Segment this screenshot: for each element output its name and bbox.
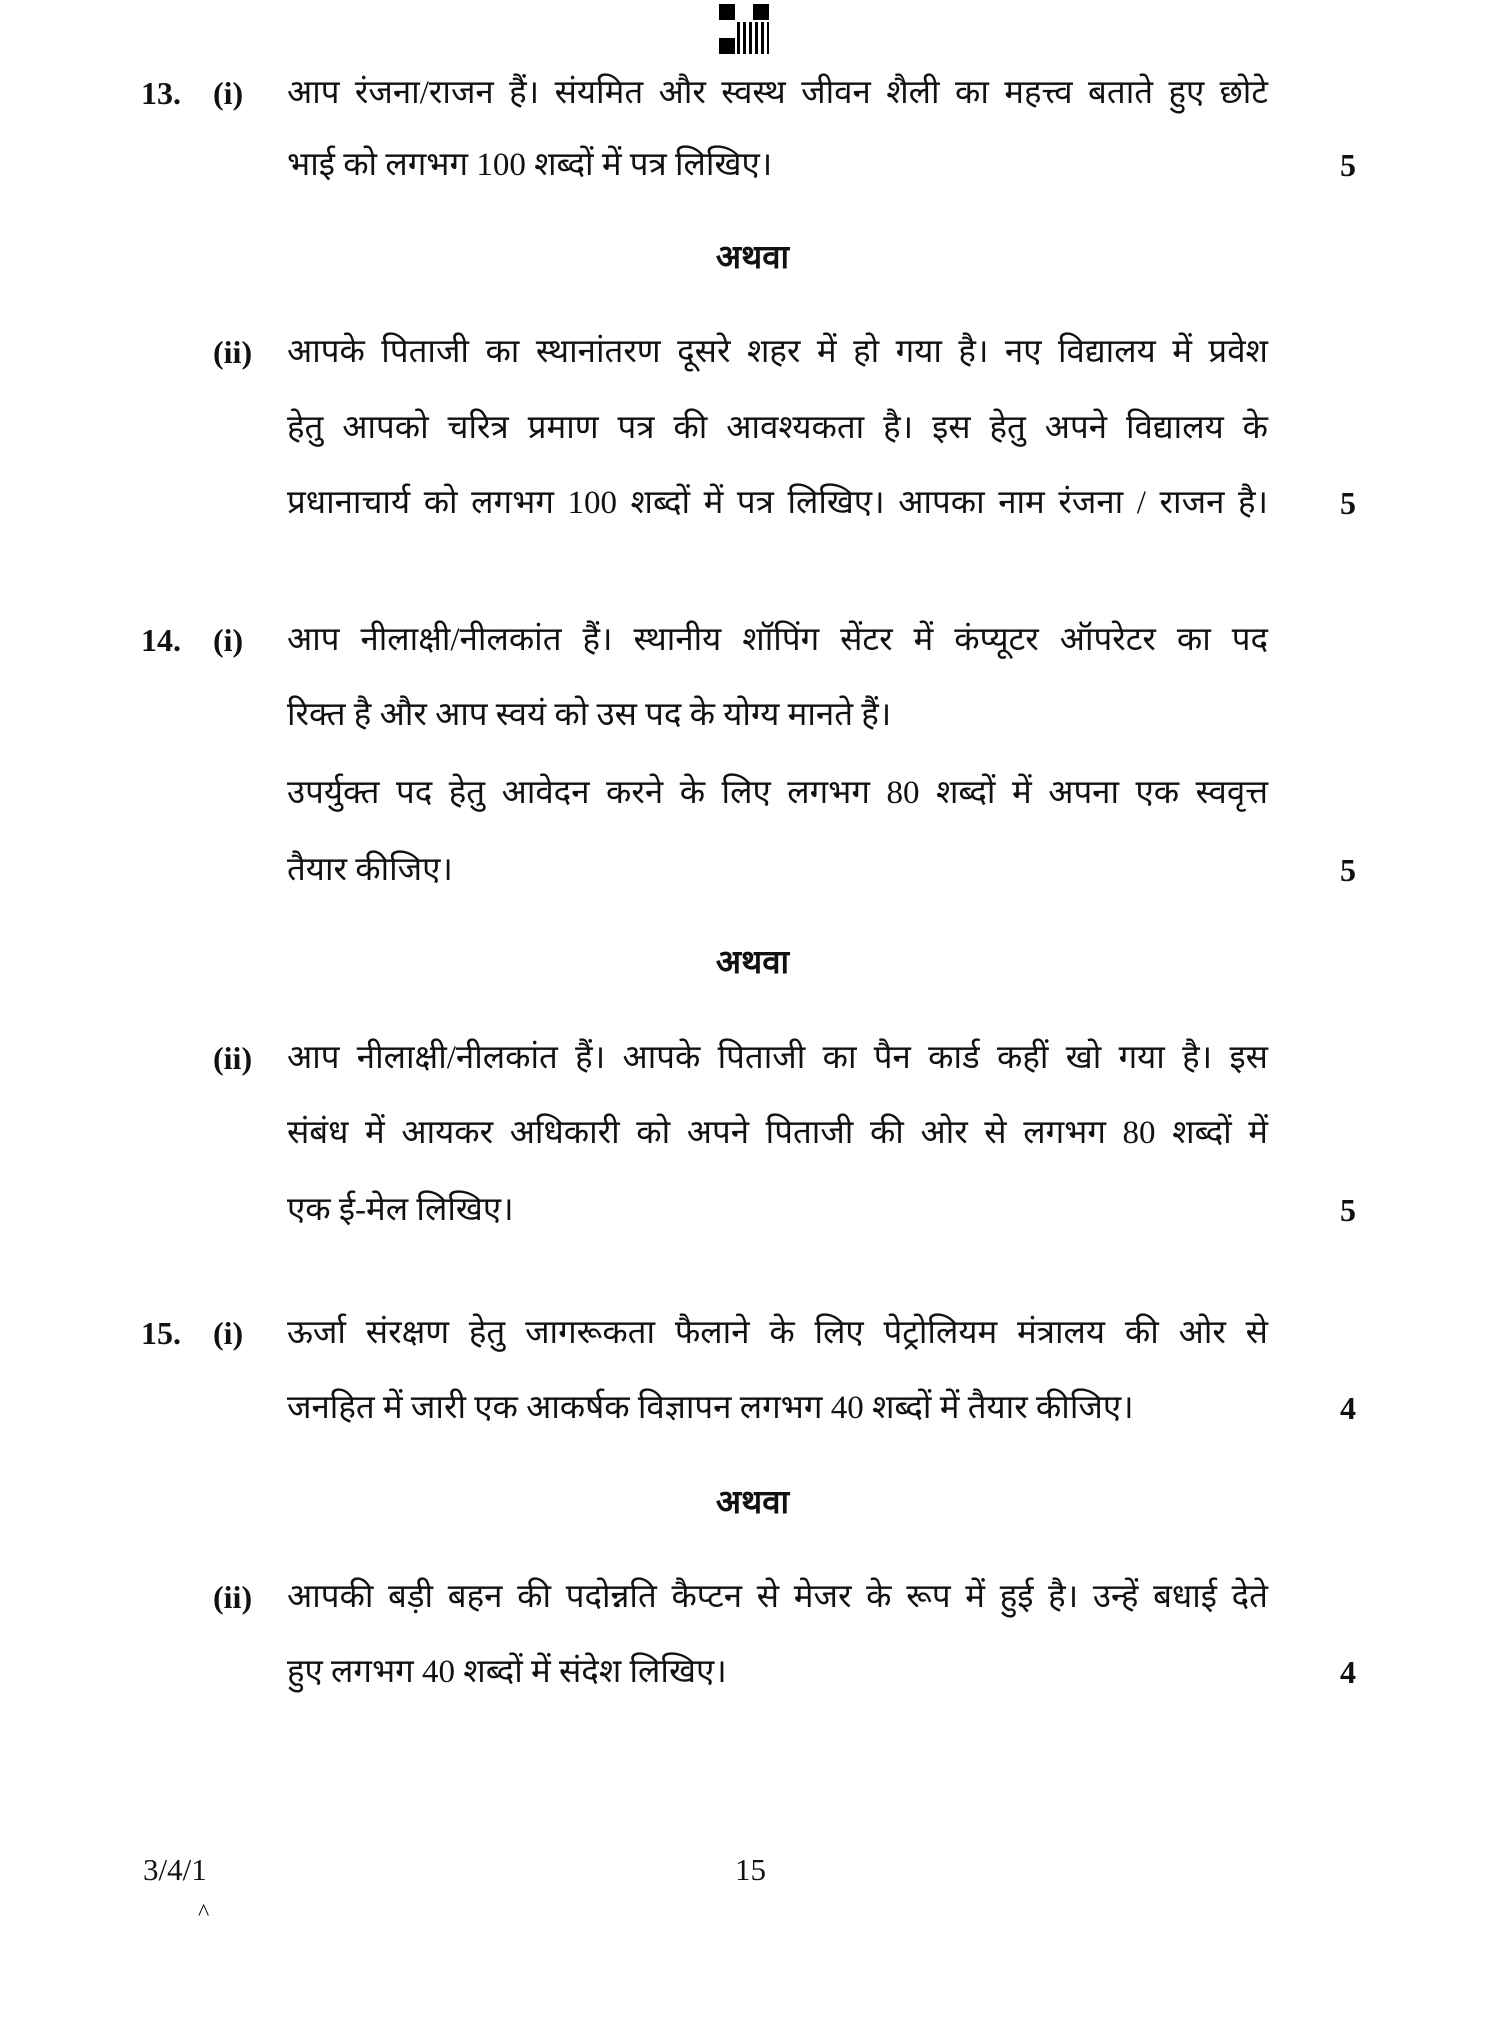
question-text: एक ई-मेल लिखिए। <box>287 1192 514 1228</box>
marks: 5 <box>1340 147 1356 183</box>
question-number: 14. <box>141 622 181 658</box>
question-text: ऊर्जा संरक्षण हेतु जागरूकता फैलाने के लिए पेट्रोलियम मंत्रालय की ओर से <box>287 1315 1268 1351</box>
or-separator: अथवा <box>715 1485 790 1521</box>
sub-label: (i) <box>213 1315 244 1351</box>
question-text: भाई को लगभग 100 शब्दों में पत्र लिखिए। <box>287 147 773 183</box>
sub-label: (ii) <box>213 1040 253 1076</box>
question-text: जनहित में जारी एक आकर्षक विज्ञापन लगभग 40 शब्दों में तैयार कीजिए। <box>287 1390 1134 1426</box>
or-separator: अथवा <box>715 240 790 276</box>
marks: 5 <box>1340 852 1356 888</box>
question-text: प्रधानाचार्य को लगभग 100 शब्दों में पत्र लिखिए। आपका नाम रंजना / राजन है। <box>287 485 1268 521</box>
or-separator: अथवा <box>715 945 790 981</box>
question-text: आप नीलाक्षी/नीलकांत हैं। आपके पिताजी का पैन कार्ड कहीं खो गया है। इस <box>287 1040 1268 1076</box>
question-number: 15. <box>141 1315 181 1351</box>
qr-code <box>719 4 771 54</box>
question-text: संबंध में आयकर अधिकारी को अपने पिताजी की ओर से लगभग 80 शब्दों में <box>287 1115 1268 1151</box>
sub-label: (ii) <box>213 334 253 370</box>
question-text: उपर्युक्त पद हेतु आवेदन करने के लिए लगभग 80 शब्दों में अपना एक स्ववृत्त <box>287 775 1268 811</box>
question-text: तैयार कीजिए। <box>287 852 453 888</box>
marks: 4 <box>1340 1654 1356 1690</box>
question-text: हेतु आपको चरित्र प्रमाण पत्र की आवश्यकता है। इस हेतु अपने विद्यालय के <box>287 410 1268 446</box>
sub-label: (i) <box>213 75 244 111</box>
marks: 4 <box>1340 1390 1356 1426</box>
caret-mark: ^ <box>198 1900 210 1926</box>
question-text: रिक्त है और आप स्वयं को उस पद के योग्य मानते हैं। <box>287 697 892 733</box>
sub-label: (i) <box>213 622 244 658</box>
question-text: आप रंजना/राजन हैं। संयमित और स्वस्थ जीवन शैली का महत्त्व बताते हुए छोटे <box>287 75 1268 111</box>
question-text: हुए लगभग 40 शब्दों में संदेश लिखिए। <box>287 1654 727 1690</box>
marks: 5 <box>1340 485 1356 521</box>
sub-label: (ii) <box>213 1579 253 1615</box>
page-number: 15 <box>735 1852 766 1887</box>
question-text: आप नीलाक्षी/नीलकांत हैं। स्थानीय शॉपिंग सेंटर में कंप्यूटर ऑपरेटर का पद <box>287 622 1268 658</box>
question-text: आपके पिताजी का स्थानांतरण दूसरे शहर में हो गया है। नए विद्यालय में प्रवेश <box>287 334 1268 370</box>
question-text: आपकी बड़ी बहन की पदोन्नति कैप्टन से मेजर के रूप में हुई है। उन्हें बधाई देते <box>287 1579 1268 1615</box>
question-number: 13. <box>141 75 181 111</box>
marks: 5 <box>1340 1192 1356 1228</box>
paper-code: 3/4/1 <box>143 1852 207 1887</box>
